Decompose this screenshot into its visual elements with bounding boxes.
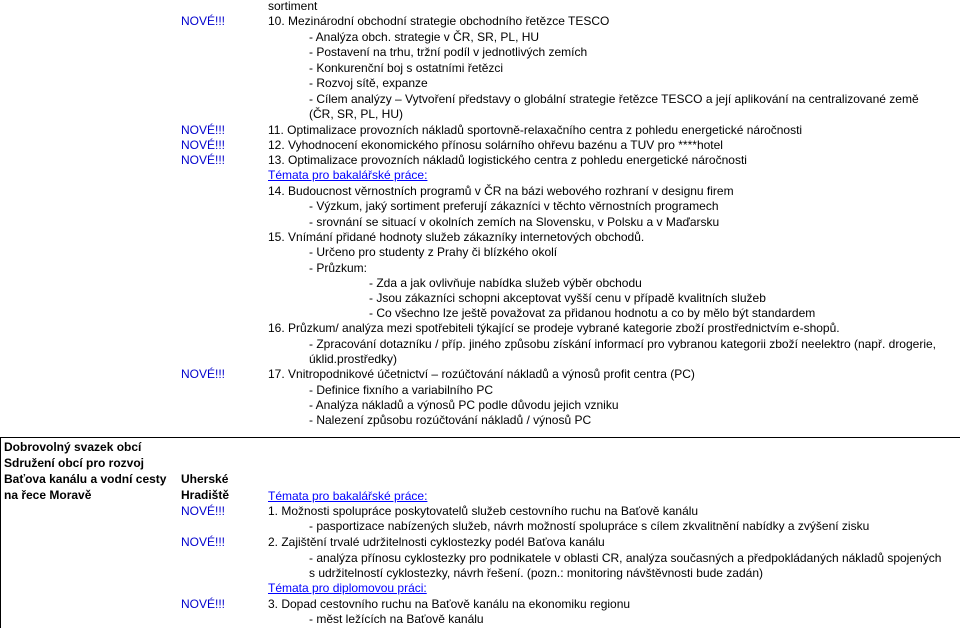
topic-subsubitem: - Zda a jak ovlivňuje nabídka služeb výběr obchodu xyxy=(369,276,642,290)
topic-subitem: - Průzkum: xyxy=(309,261,368,275)
topic-subitem: - Konkurenční boj s ostatními řetězci xyxy=(309,61,504,75)
topic-subitem: úklid.prostředky) xyxy=(309,352,398,366)
text-line: sortiment xyxy=(268,0,318,13)
bachelor-topics-heading: Témata pro bakalářské práce: xyxy=(268,489,428,503)
topic-title: 2. Zajištění trvalé udržitelnosti cyklostezky podél Baťova kanálu xyxy=(268,535,605,549)
new-badge: NOVÉ!!! xyxy=(181,504,226,518)
topic-subitem: - Definice fixního a variabilního PC xyxy=(309,383,494,397)
topic-title: 12. Vyhodnocení ekonomického přínosu solárního ohřevu bazénu a TUV pro ****hotel xyxy=(268,138,723,152)
topic-subitem: - Rozvoj sítě, expanze xyxy=(309,76,428,90)
bachelor-topics-heading: Témata pro bakalářské práce: xyxy=(268,168,428,182)
topic-subitem: - Analýza obch. strategie v ČR, SR, PL, HU xyxy=(309,30,540,44)
row-divider xyxy=(0,437,960,438)
topic-title: 15. Vnímání přidané hodnoty služeb zákazníky internetových obchodů. xyxy=(268,230,645,244)
topic-subitem: s udržitelností cyklostezky, návrh řešení. (pozn.: monitoring návštěvnosti bude zadán) xyxy=(309,566,764,580)
topic-title: 13. Optimalizace provozních nákladů logistického centra z pohledu energetické náročnosti xyxy=(268,153,747,167)
organization-name: na řece Moravě xyxy=(4,488,92,502)
topic-title: 3. Dopad cestovního ruchu na Baťově kanálu na ekonomiku regionu xyxy=(268,597,631,611)
topic-subitem: - pasportizace nabízených služeb, návrh možností spolupráce s cílem zkvalitnění nabídky a zvýšení zisku xyxy=(309,519,870,533)
topic-title: 10. Mezinárodní obchodní strategie obchodního řetězce TESCO xyxy=(268,14,610,28)
topic-title: 16. Průzkum/ analýza mezi spotřebiteli týkající se prodeje vybrané kategorie zboží prostřednictvím e-shopů. xyxy=(268,321,840,335)
organization-name: Sdružení obcí pro rozvoj xyxy=(4,456,145,470)
diploma-topics-heading: Témata pro diplomovou práci: xyxy=(268,581,427,595)
topic-title: 1. Možnosti spolupráce poskytovatelů služeb cestovního ruchu na Baťově kanálu xyxy=(268,504,699,518)
topic-subitem: - Výzkum, jaký sortiment preferují zákazníci v těchto věrnostních programech xyxy=(309,199,719,213)
topic-subsubitem: - Jsou zákazníci schopni akceptovat vyšší cenu v případě kvalitních služeb xyxy=(369,291,766,305)
new-badge: NOVÉ!!! xyxy=(181,14,226,28)
topic-subitem: - Nalezení způsobu rozúčtování nákladů / výnosů PC xyxy=(309,413,592,427)
topic-subitem: - analýza přínosu cyklostezky pro podnikatele v oblasti CR, analýza současných a předpokládaných nákladů spojených xyxy=(309,551,942,565)
new-badge: NOVÉ!!! xyxy=(181,138,226,152)
topic-title: 17. Vnitropodnikové účetnictví – rozúčtování nákladů a výnosů profit centra (PC) xyxy=(268,367,695,381)
column-border xyxy=(0,437,1,628)
topic-subitem: (ČR, SR, PL, HU) xyxy=(309,107,404,121)
topic-subitem: - Určeno pro studenty z Prahy či blízkého okolí xyxy=(309,245,558,259)
new-badge: NOVÉ!!! xyxy=(181,123,226,137)
topic-subitem: - Cílem analýzy – Vytvoření představy o globální strategie řetězce TESCO a její aplikování na centralizované země xyxy=(309,92,919,106)
topic-subitem: - Postavení na trhu, tržní podíl v jednotlivých zemích xyxy=(309,45,588,59)
organization-name: Dobrovolný svazek obcí xyxy=(4,440,142,454)
topic-subitem: - srovnání se situací v okolních zemích na Slovensku, v Polsku a v Maďarsku xyxy=(309,215,720,229)
new-badge: NOVÉ!!! xyxy=(181,597,226,611)
new-badge: NOVÉ!!! xyxy=(181,153,226,167)
topic-subsubitem: - Co všechno lze ještě považovat za přidanou hodnotu a co by mělo být standardem xyxy=(369,306,816,320)
topic-title: 11. Optimalizace provozních nákladů sportovně-relaxačního centra z pohledu energetické náročnosti xyxy=(268,123,803,137)
topic-subitem: - Zpracování dotazníku / příp. jiného způsobu získání informací pro vybranou kategorii zboží neelektro (např. drogerie, xyxy=(309,337,936,351)
organization-city: Uherské xyxy=(181,472,229,486)
organization-name: Baťova kanálu a vodní cesty xyxy=(4,472,167,486)
topic-title: 14. Budoucnost věrnostních programů v ČR na bázi webového rozhraní v designu firem xyxy=(268,184,734,198)
topic-subitem: - Analýza nákladů a výnosů PC podle důvodu jejich vzniku xyxy=(309,398,619,412)
new-badge: NOVÉ!!! xyxy=(181,367,226,381)
new-badge: NOVÉ!!! xyxy=(181,535,226,549)
organization-city: Hradiště xyxy=(181,488,230,502)
topic-subitem: - měst ležících na Baťově kanálu xyxy=(309,612,484,626)
